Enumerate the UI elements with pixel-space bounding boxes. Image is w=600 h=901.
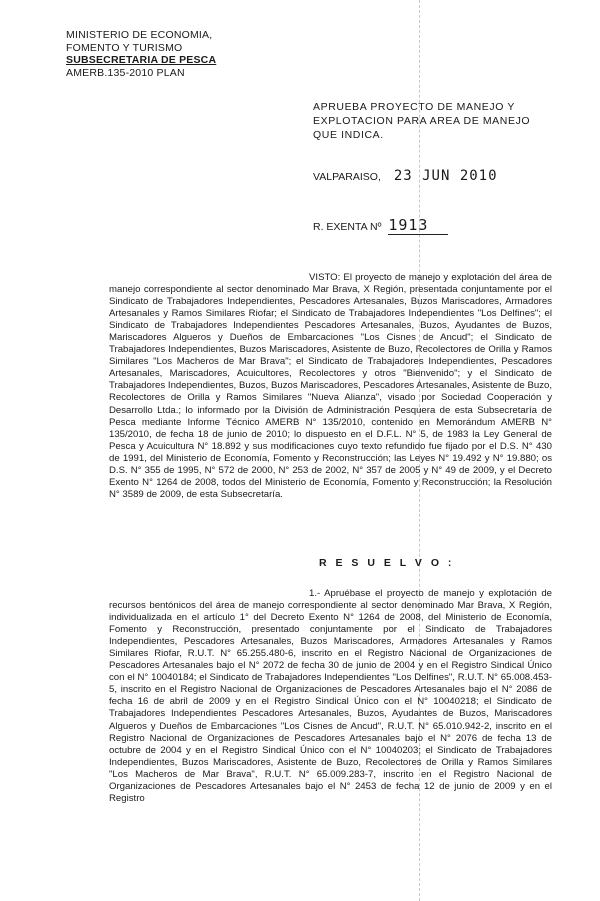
visto-paragraph [109,272,552,501]
exenta-label: R. EXENTA Nº [313,221,382,233]
letterhead [66,29,216,79]
article-1-paragraph [109,588,552,805]
article-1-text: Apruébase el proyecto de manejo y explotación de recursos bentónicos del área de manejo correspondiente al sector denominado Mar Brava, X Región, individualizada en el artículo 1° del Decreto Exento N° 1264 de 2008, del Ministerio de Economía, Fomento y Reconstrucción, presentado conjuntamente por el Sindicato de Trabajadores Independientes, Pescadores Artesanales, Buzos Mariscadores, Armadores Artesanales y Ramos Similares Riofar, R.U.T. N° 65.255.480-6, inscrito en el Registro Nacional de Organizaciones de Pescadores Artesanales bajo el N° 2072 de fecha 30 de junio de 2004 y en el Registro Sindical Único con el N° 10040184; el Sindicato de Trabajadores Independientes "Los Delfines", R.U.T. N° 65.008.453-5, inscrito en el Registro Nacional de Organizaciones de Pescadores Artesanales bajo el N° 2086 de fecha 16 de abril de 2009 y en el Registro Sindical Único con el N° 10040218; el Sindicato de Trabajadores Independientes Pescadores Artesanales, Buzos, Ayudantes de Buzos, Mariscadores Algueros y Dueños de Embarcaciones "Los Cisnes de Ancud", R.U.T. N° 65.010.942-2, inscrito en el Registro Nacional de Organizaciones de Pescadores Artesanales bajo el N° 2076 de fecha 13 de octubre de 2004 y en el Registro Sindical Único con el N° 10040203; el Sindicato de Trabajadores Independientes, Buzos Mariscadores, Asistente de Buzo, Recolectores de Orilla y Ramos Similares "Los Macheros de Mar Brava", R.U.T. N° 65.009.283-7, inscrito en el Registro Nacional de Organizaciones de Pescadores Artesanales bajo el N° 2453 de fecha 12 de junio de 2009 y en el Registro [109,588,553,804]
article-1-lead: 1.- [309,588,321,599]
document-subject: APRUEBA PROYECTO DE MANEJO Y EXPLOTACION PARA AREA DE MANEJO QUE INDICA. [313,101,531,141]
resolution-number: 1913 [388,216,448,235]
city-label: VALPARAISO, [313,171,381,183]
subsecretaria-line: SUBSECRETARIA DE PESCA [66,54,217,66]
resuelvo-heading: R E S U E L V O : [319,557,455,569]
date-stamp: 23 JUN 2010 [393,168,498,184]
date-line [313,168,498,184]
resolution-number-line [313,216,448,235]
visto-lead: VISTO: [309,272,341,283]
ministry-line-2: FOMENTO Y TURISMO [66,41,183,54]
reference-code: AMERB.135-2010 PLAN [66,66,185,79]
visto-text: El proyecto de manejo y explotación del área de manejo correspondiente al sector denominado Mar Brava, X Región, presentada conjuntamente por el Sindicato de Trabajadores Independientes, Pescadores Artesanales, Buzos Mariscadores, Armadores Artesanales y Ramos Similares Riofar; el Sindicato de Trabajadores Independientes "Los Delfines"; el Sindicato de Trabajadores Independientes Pescadores Artesanales, Buzos, Ayudantes de Buzos, Mariscadores Algueros y Dueños de Embarcaciones "Los Cisnes de Ancud"; el Sindicato de Trabajadores Independientes, Buzos Mariscadores, Asistente de Buzo, Recolectores de Orilla y Ramos Similares "Los Macheros de Mar Brava"; el Sindicato de Trabajadores Independientes, Pescadores Artesanales, Mariscadores, Acuicultores, Recolectores y otros "Bienvenido"; y el Sindicato de Trabajadores Independientes, Buzos, Buzos Mariscadores, Pescadores Artesanales, Asistente de Buzo, Recolectores de Orilla y Ramos Similares "Nueva Alianza", visado por Sociedad Cooperación y Desarrollo Ltda.; lo informado por la División de Administración Pesquera de esta Subsecretaría de Pesca mediante Informe Técnico AMERB N° 135/2010, contenido en Memorándum AMERB N° 135/2010, de fecha 18 de junio de 2010; lo dispuesto en el D.F.L. N° 5, de 1983 la Ley General de Pesca y Acuicultura N° 18.892 y sus modificaciones cuyo texto refundido fue fijado por el D.S. N° 430 de 1991, del Ministerio de Economía, Fomento y Reconstrucción; las Leyes N° 19.492 y N° 19.880; os D.S. N° 355 de 1995, N° 572 de 2000, N° 253 de 2002, N° 357 de 2005 y N° 49 de 2009, y el Decreto Exento N° 1264 de 2008, todos del Ministerio de Economía, Fomento y Reconstrucción; la Resolución N° 3589 de 2009, de esta Subsecretaría. [109,272,552,500]
ministry-line: MINISTERIO DE ECONOMIA, [66,29,213,41]
